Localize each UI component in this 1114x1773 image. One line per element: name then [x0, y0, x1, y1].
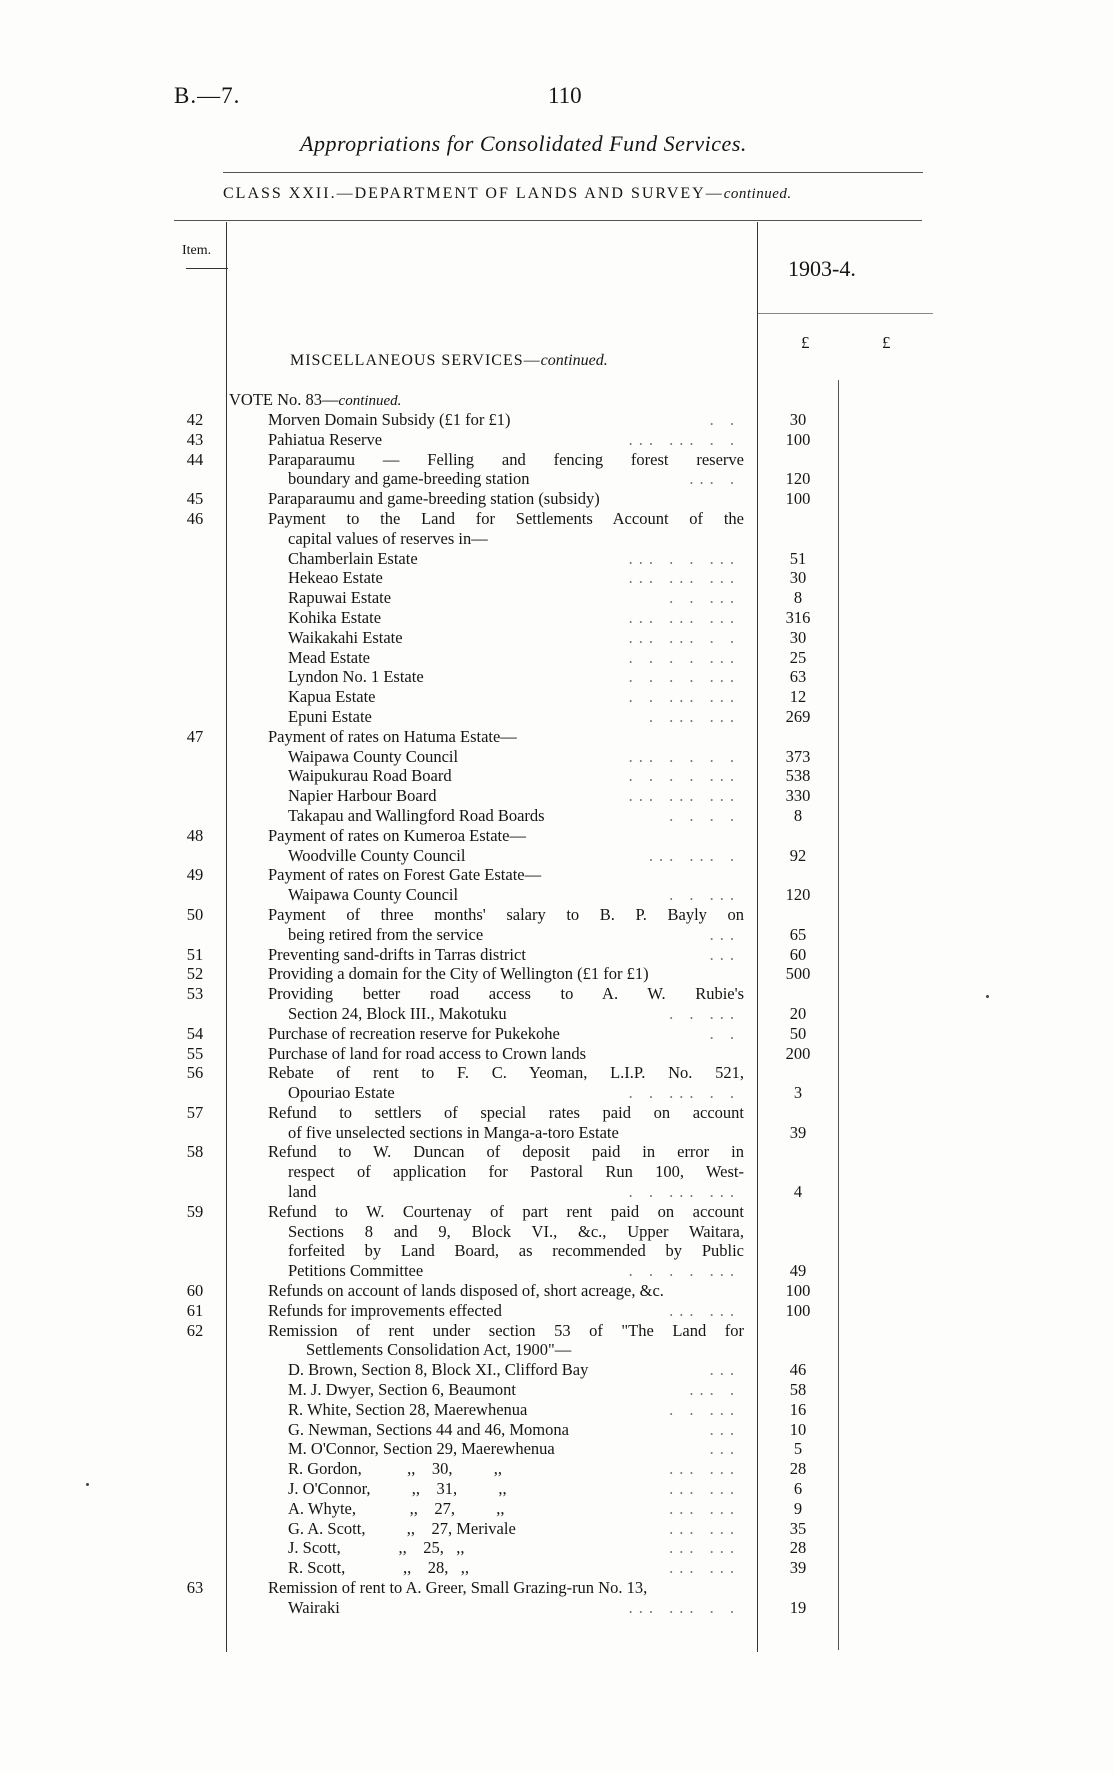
amount-value: 28 — [789, 1459, 807, 1479]
item-description: Payment of rates on Hatuma Estate— — [268, 726, 517, 746]
amount-value: 30 — [789, 410, 807, 429]
item-description: Kohika Estate — [288, 607, 382, 627]
table-row — [0, 1321, 1114, 1341]
amount-value: 538 — [785, 766, 811, 786]
pound-column-2-header: £ — [882, 333, 891, 352]
item-description: Settlements Consolidation Act, 1900"— — [306, 1340, 572, 1360]
leader-dots: ... — [709, 1419, 740, 1439]
table-row — [0, 549, 1114, 569]
table-row — [0, 588, 1114, 608]
table-row — [0, 1123, 1114, 1143]
table-row — [0, 529, 1114, 549]
table-row — [0, 1162, 1114, 1182]
item-description: land — [288, 1182, 317, 1202]
amount-value: 330 — [785, 786, 811, 806]
table-row — [0, 1202, 1114, 1222]
item-description: Refunds for improvements effected — [268, 1300, 502, 1320]
amount-value: 60 — [789, 944, 807, 964]
table-top-rule — [174, 220, 922, 221]
item-header-underline — [186, 268, 228, 269]
item-description: being retired from the service — [288, 924, 484, 944]
table-row — [0, 1439, 1114, 1459]
table-row — [0, 1103, 1114, 1123]
table-row — [0, 1499, 1114, 1519]
class-heading-suffix: continued. — [723, 186, 792, 202]
amount-value: 8 — [793, 805, 803, 825]
leader-dots: . . ... ... — [628, 687, 740, 707]
leader-dots: ... ... — [669, 1300, 740, 1320]
amount-value: 100 — [785, 429, 811, 449]
item-number: 47 — [186, 726, 204, 746]
table-row — [0, 1479, 1114, 1499]
table-row — [0, 450, 1114, 470]
amount-value: 20 — [789, 1003, 807, 1023]
leader-dots: ... . . ... — [628, 548, 740, 568]
table-row — [0, 865, 1114, 885]
amount-value: 63 — [789, 667, 807, 687]
item-description: Refunds on account of lands disposed of, short acreage, &c. — [268, 1281, 664, 1301]
amount-value: 120 — [785, 885, 811, 905]
table-row — [0, 1360, 1114, 1380]
vote-heading-text: VOTE No. 83— — [229, 390, 339, 409]
table-row — [0, 1044, 1114, 1064]
leader-dots: . . . . — [669, 805, 740, 825]
table-row — [0, 1063, 1114, 1083]
page-number: 110 — [548, 83, 582, 108]
table-row — [0, 925, 1114, 945]
item-number: 46 — [186, 508, 204, 528]
item-description: Waipukurau Road Board — [288, 766, 452, 786]
table-row — [0, 1261, 1114, 1281]
margin-speck — [986, 995, 989, 998]
item-description: R. White, Section 28, Maerewhenua — [288, 1399, 528, 1419]
amount-value: 65 — [789, 924, 807, 944]
amount-value: 30 — [789, 627, 807, 647]
leader-dots: ... ... — [669, 1498, 740, 1518]
leader-dots: ... — [709, 924, 740, 944]
table-row — [0, 1281, 1114, 1301]
item-description: Paraparaumu and game-breeding station (subsidy) — [268, 489, 600, 509]
item-description: Morven Domain Subsidy (£1 for £1) — [268, 410, 511, 429]
item-description: Refund to W. Duncan of deposit paid in error in — [268, 1142, 744, 1162]
item-description: Opouriao Estate — [288, 1083, 395, 1103]
item-description: Payment to the Land for Settlements Account of the — [268, 508, 744, 528]
section-title — [290, 352, 608, 370]
item-description: G. A. Scott, ,, 27, Merivale — [288, 1518, 516, 1538]
item-description: Waipawa County Council — [288, 885, 459, 905]
item-description: Wairaki — [288, 1597, 340, 1617]
leader-dots: ... ... ... — [628, 607, 740, 627]
item-description: Waikakahi Estate — [288, 627, 403, 647]
amount-value: 46 — [789, 1360, 807, 1380]
table-row — [0, 945, 1114, 965]
amount-value: 10 — [789, 1419, 807, 1439]
item-description: Sections 8 and 9, Block VI., &c., Upper Waitara, — [288, 1221, 744, 1241]
item-description: Purchase of land for road access to Crown lands — [268, 1043, 586, 1063]
table-row — [0, 1024, 1114, 1044]
leader-dots: . . . . ... — [628, 667, 740, 687]
amount-value: 4 — [793, 1182, 803, 1202]
amount-value: 30 — [789, 568, 807, 588]
amount-value: 35 — [789, 1518, 807, 1538]
amount-value: 100 — [785, 1300, 811, 1320]
amount-value: 19 — [789, 1597, 807, 1617]
page-subtitle: Appropriations for Consolidated Fund Services. — [300, 131, 747, 156]
item-number: 58 — [186, 1142, 204, 1162]
amount-value: 50 — [789, 1023, 807, 1043]
item-description: Payment of three months' salary to B. P. Bayly on — [268, 904, 744, 924]
item-number: 51 — [186, 944, 204, 964]
leader-dots: ... ... . — [648, 845, 740, 865]
leader-dots: . . . . ... — [628, 1261, 740, 1281]
leader-dots: ... ... — [669, 1518, 740, 1538]
table-row — [0, 1459, 1114, 1479]
section-title-text: MISCELLANEOUS SERVICES— — [290, 352, 541, 369]
item-description: Waipawa County Council — [288, 746, 459, 766]
item-description: M. J. Dwyer, Section 6, Beaumont — [288, 1380, 517, 1400]
item-number: 60 — [186, 1281, 204, 1301]
leader-dots: ... ... — [669, 1558, 740, 1578]
item-description: Section 24, Block III., Makotuku — [288, 1003, 507, 1023]
table-row — [0, 1380, 1114, 1400]
table-row — [0, 747, 1114, 767]
vote-heading — [229, 390, 401, 410]
year-underline — [757, 313, 933, 314]
table-row — [0, 1004, 1114, 1024]
amount-value: 3 — [793, 1083, 803, 1103]
amount-value: 373 — [785, 746, 811, 766]
amount-value: 200 — [785, 1043, 811, 1063]
leader-dots: ... ... — [669, 1479, 740, 1499]
table-row — [0, 1222, 1114, 1242]
amount-value: 28 — [789, 1538, 807, 1558]
item-description: Rebate of rent to F. C. Yeoman, L.I.P. No. 521, — [268, 1063, 744, 1083]
item-description: boundary and game-breeding station — [288, 469, 530, 489]
item-number: 54 — [186, 1023, 204, 1043]
item-number: 59 — [186, 1201, 204, 1221]
margin-speck — [86, 1483, 89, 1486]
item-number: 50 — [186, 904, 204, 924]
amount-value: 9 — [793, 1498, 803, 1518]
item-description: Rapuwai Estate — [288, 588, 392, 608]
table-row — [0, 648, 1114, 668]
item-description: D. Brown, Section 8, Block XI., Clifford Bay — [288, 1360, 589, 1380]
table-row — [0, 489, 1114, 509]
table-row — [0, 608, 1114, 628]
year-column-header: 1903-4. — [788, 256, 856, 281]
amount-value: 49 — [789, 1261, 807, 1281]
leader-dots: . . ... — [669, 588, 740, 608]
amount-value: 100 — [785, 1281, 811, 1301]
item-number: 55 — [186, 1043, 204, 1063]
leader-dots: . . ... — [669, 1399, 740, 1419]
item-number: 45 — [186, 489, 204, 509]
item-description: Providing better road access to A. W. Rubie's — [268, 984, 744, 1004]
leader-dots: . . . . ... — [628, 766, 740, 786]
leader-dots: ... — [709, 944, 740, 964]
leader-dots: ... . — [689, 469, 740, 489]
item-column-header: Item. — [182, 243, 212, 258]
leader-dots: ... — [709, 1439, 740, 1459]
amount-value: 92 — [789, 845, 807, 865]
table-row — [0, 766, 1114, 786]
table-row — [0, 1558, 1114, 1578]
item-description: Providing a domain for the City of Wellington (£1 for £1) — [268, 964, 649, 984]
item-description: Lyndon No. 1 Estate — [288, 667, 424, 687]
leader-dots: ... ... — [669, 1459, 740, 1479]
item-number: 42 — [186, 410, 204, 429]
amount-value: 25 — [789, 647, 807, 667]
item-number: 62 — [186, 1320, 204, 1340]
leader-dots: ... . — [689, 1380, 740, 1400]
item-description: G. Newman, Sections 44 and 46, Momona — [288, 1419, 569, 1439]
table-row — [0, 786, 1114, 806]
leader-dots: . . ... — [669, 885, 740, 905]
table-row — [0, 667, 1114, 687]
table-row — [0, 1578, 1114, 1598]
table-row — [0, 1142, 1114, 1162]
item-description: Napier Harbour Board — [288, 786, 437, 806]
item-description: A. Whyte, ,, 27, ,, — [288, 1498, 505, 1518]
table-row — [0, 1182, 1114, 1202]
table-row — [0, 905, 1114, 925]
table-row — [0, 1519, 1114, 1539]
leader-dots: . . — [709, 410, 740, 429]
table-row — [0, 1301, 1114, 1321]
table-row — [0, 727, 1114, 747]
amount-value: 16 — [789, 1399, 807, 1419]
item-number: 53 — [186, 984, 204, 1004]
amount-value: 39 — [789, 1122, 807, 1142]
section-title-suffix: continued. — [540, 352, 608, 369]
report-reference: B.—7. — [174, 83, 241, 108]
item-description: Woodville County Council — [288, 845, 466, 865]
amount-value: 120 — [785, 469, 811, 489]
amount-value: 5 — [793, 1439, 803, 1459]
amount-value: 58 — [789, 1380, 807, 1400]
pound-column-1-header: £ — [801, 333, 810, 352]
table-row — [0, 1400, 1114, 1420]
item-description: R. Gordon, ,, 30, ,, — [288, 1459, 503, 1479]
item-description: Refund to W. Courtenay of part rent paid on account — [268, 1201, 744, 1221]
leader-dots: ... ... . . — [628, 429, 740, 449]
table-row — [0, 707, 1114, 727]
table-row — [0, 964, 1114, 984]
leader-dots: ... ... . . — [628, 1597, 740, 1617]
item-description: J. O'Connor, ,, 31, ,, — [288, 1479, 507, 1499]
item-description: Hekeao Estate — [288, 568, 383, 588]
item-number: 48 — [186, 825, 204, 845]
leader-dots: . ... ... — [648, 706, 740, 726]
leader-dots: . . — [709, 1023, 740, 1043]
item-description: Preventing sand-drifts in Tarras district — [268, 944, 526, 964]
top-rule — [223, 172, 923, 173]
amount-value: 6 — [793, 1479, 803, 1499]
item-number: 57 — [186, 1102, 204, 1122]
item-number: 49 — [186, 865, 204, 885]
item-description: M. O'Connor, Section 29, Maerewhenua — [288, 1439, 555, 1459]
item-description: Payment of rates on Kumeroa Estate— — [268, 825, 526, 845]
item-description: Chamberlain Estate — [288, 548, 418, 568]
table-row — [0, 846, 1114, 866]
vote-heading-suffix: continued. — [338, 393, 402, 409]
appropriation-table — [0, 410, 1114, 1618]
table-row — [0, 826, 1114, 846]
item-description: Kapua Estate — [288, 687, 376, 707]
table-row — [0, 469, 1114, 489]
amount-value: 51 — [789, 548, 807, 568]
amount-value: 12 — [789, 687, 807, 707]
item-description: Takapau and Wallingford Road Boards — [288, 805, 545, 825]
leader-dots: . . ... — [669, 1003, 740, 1023]
item-number: 61 — [186, 1300, 204, 1320]
item-description: Purchase of recreation reserve for Pukekohe — [268, 1023, 560, 1043]
leader-dots: ... ... . . — [628, 627, 740, 647]
item-description: Epuni Estate — [288, 706, 372, 726]
table-row — [0, 568, 1114, 588]
item-description: Refund to settlers of special rates paid on account — [268, 1102, 744, 1122]
table-row — [0, 885, 1114, 905]
table-row — [0, 984, 1114, 1004]
leader-dots: ... — [709, 1360, 740, 1380]
class-heading-text: CLASS XXII.—DEPARTMENT OF LANDS AND SURVEY— — [223, 185, 724, 202]
item-description: respect of application for Pastoral Run 100, West- — [288, 1162, 744, 1182]
item-description: Payment of rates on Forest Gate Estate— — [268, 865, 542, 885]
table-row — [0, 1241, 1114, 1261]
item-description: Pahiatua Reserve — [268, 429, 383, 449]
table-row — [0, 687, 1114, 707]
table-row — [0, 806, 1114, 826]
leader-dots: ... ... ... — [628, 568, 740, 588]
amount-value: 500 — [785, 964, 811, 984]
table-row — [0, 430, 1114, 450]
amount-value: 8 — [793, 588, 803, 608]
item-description: capital values of reserves in— — [288, 528, 488, 548]
table-row — [0, 1420, 1114, 1440]
item-description: Remission of rent under section 53 of "The Land for — [268, 1320, 744, 1340]
table-row — [0, 1598, 1114, 1618]
leader-dots: ... ... ... — [628, 786, 740, 806]
item-number: 43 — [186, 429, 204, 449]
table-row — [0, 410, 1114, 430]
leader-dots: . . . . ... — [628, 647, 740, 667]
item-description: Paraparaumu — Felling and fencing forest reserve — [268, 449, 744, 469]
item-description: of five unselected sections in Manga-a-toro Estate — [288, 1122, 619, 1142]
item-description: Petitions Committee — [288, 1261, 424, 1281]
table-row — [0, 628, 1114, 648]
table-row — [0, 509, 1114, 529]
leader-dots: . . ... ... — [628, 1182, 740, 1202]
item-description: Mead Estate — [288, 647, 371, 667]
item-description: Remission of rent to A. Greer, Small Grazing-run No. 13, — [268, 1578, 648, 1598]
leader-dots: ... ... — [669, 1538, 740, 1558]
item-description: forfeited by Land Board, as recommended by Public — [288, 1241, 744, 1261]
amount-value: 269 — [785, 706, 811, 726]
table-row — [0, 1083, 1114, 1103]
amount-value: 39 — [789, 1558, 807, 1578]
item-number: 56 — [186, 1063, 204, 1083]
item-description: R. Scott, ,, 28, ,, — [288, 1558, 470, 1578]
item-number: 63 — [186, 1578, 204, 1598]
item-description: J. Scott, ,, 25, ,, — [288, 1538, 465, 1558]
leader-dots: . . ... . . — [628, 1083, 740, 1103]
amount-value: 316 — [785, 607, 811, 627]
table-row — [0, 1538, 1114, 1558]
item-number: 44 — [186, 449, 204, 469]
amount-value: 100 — [785, 489, 811, 509]
leader-dots: ... . . . . — [628, 746, 740, 766]
class-heading — [223, 185, 792, 203]
table-row — [0, 1340, 1114, 1360]
item-number: 52 — [186, 964, 204, 984]
